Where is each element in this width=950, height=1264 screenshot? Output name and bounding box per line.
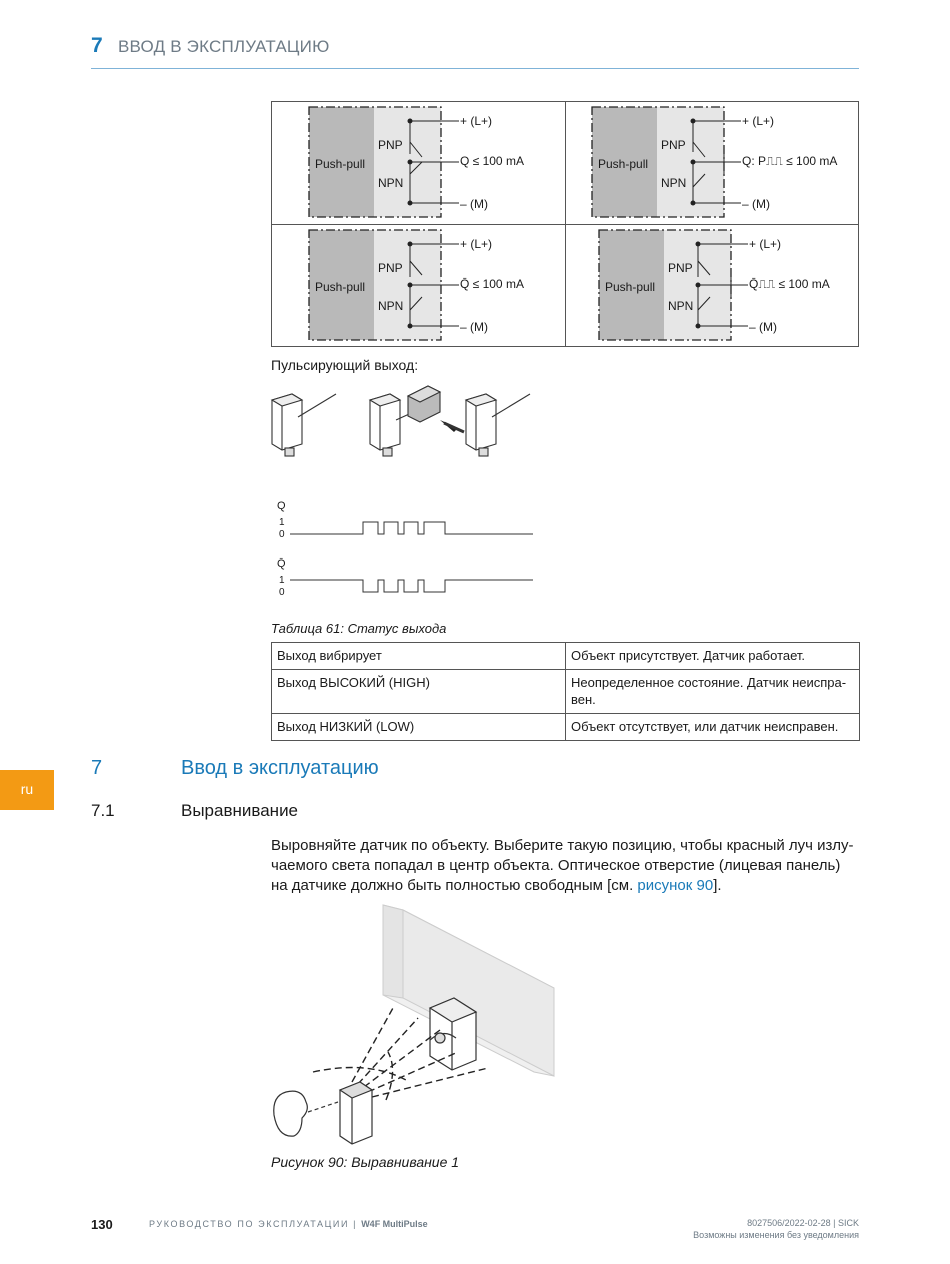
pnp-label: PNP: [668, 261, 693, 275]
status-table: [271, 642, 860, 741]
plus-label: + (L+): [742, 114, 775, 128]
target-box: [430, 998, 476, 1070]
status-cell: Выход вибрирует: [272, 643, 566, 670]
push-pull-label: Push-pull: [598, 157, 649, 171]
figure-caption: Рисунок 90: Выравнивание 1: [271, 1154, 460, 1170]
sensor-2: [370, 386, 440, 456]
sensor-3: [440, 394, 530, 456]
section-title: Ввод в эксплуатацию: [181, 757, 379, 779]
body-text-end: ].: [713, 877, 722, 894]
pnp-label: PNP: [378, 261, 403, 275]
section-number: 7: [91, 757, 103, 779]
language-tab[interactable]: ru: [0, 770, 54, 810]
timing-q-one: 1: [279, 517, 285, 528]
table-caption: Таблица 61: Статус выхода: [271, 621, 447, 636]
output-label: Q: P⎍⎍ ≤ 100 mA: [742, 154, 838, 168]
sensor-1: [272, 394, 336, 456]
minus-label: – (M): [749, 320, 777, 334]
sensor-device: [340, 1082, 372, 1144]
chapter-title: ВВОД В ЭКСПЛУАТАЦИЮ: [118, 37, 330, 56]
footer-brand: SICK: [837, 1218, 859, 1228]
figure-link[interactable]: рисунок 90: [637, 877, 714, 894]
status-cell: Выход ВЫСОКИЙ (HIGH): [272, 670, 566, 714]
footer-docnum: 8027506/2022-02-28: [747, 1218, 831, 1228]
table-row: [272, 643, 860, 670]
push-pull-label: Push-pull: [605, 280, 656, 294]
timing-qbar-label: Q̄: [277, 558, 286, 570]
timing-q-zero: 0: [279, 529, 285, 540]
circuit-qbar: [272, 225, 565, 347]
plus-label: + (L+): [749, 237, 782, 251]
operator-head: [274, 1091, 338, 1136]
body-text: Выровняйте датчик по объекту. Выберите такую позицию, чтобы красный луч излу-чаемого света попадал в центр объекта. Оптическое отверстие (лицевая панель) на датчике должно быть полностью свободным [см.: [271, 837, 854, 894]
chapter-number: 7: [91, 34, 103, 57]
npn-label: NPN: [661, 176, 687, 190]
meaning-cell: Объект присутствует. Датчик работает.: [566, 643, 860, 670]
footer-doc-title: РУКОВОДСТВО ПО ЭКСПЛУАТАЦИИ | W4F MultiPulse: [149, 1219, 428, 1229]
footer-notice: Возможны изменения без уведомления: [693, 1230, 859, 1240]
timing-waveforms: [290, 515, 535, 595]
meaning-cell: Неопределенное состояние. Датчик неиспра- вен.: [566, 670, 860, 714]
output-label: Q̄ ≤ 100 mA: [460, 277, 524, 291]
page-number: 130: [91, 1217, 113, 1232]
pulse-output-caption: Пульсирующий выход:: [271, 357, 419, 373]
sensor-illustration: [268, 382, 540, 462]
timing-qbar-one: 1: [279, 575, 285, 586]
meaning-cell: Объект отсутствует, или датчик неисправен.: [566, 714, 860, 741]
pnp-label: PNP: [661, 138, 686, 152]
table-row: [272, 714, 860, 741]
timing-q-label: Q: [277, 500, 286, 512]
plus-label: + (L+): [460, 114, 493, 128]
status-cell: Выход НИЗКИЙ (LOW): [272, 714, 566, 741]
npn-label: NPN: [378, 299, 404, 313]
output-label: Q ≤ 100 mA: [460, 154, 524, 168]
subsection-number: 7.1: [91, 801, 115, 820]
alignment-figure: [268, 900, 568, 1145]
push-pull-label: Push-pull: [315, 280, 366, 294]
minus-label: – (M): [742, 197, 770, 211]
circuit-diagram-grid: [271, 101, 859, 347]
circuit-q-pulse: [566, 102, 859, 224]
footer-doc-name: РУКОВОДСТВО ПО ЭКСПЛУАТАЦИИ: [149, 1219, 350, 1229]
npn-label: NPN: [378, 176, 404, 190]
body-paragraph: [271, 836, 859, 896]
minus-label: – (M): [460, 197, 488, 211]
plus-label: + (L+): [460, 237, 493, 251]
footer-doc-number: 8027506/2022-02-28 | SICK: [747, 1218, 859, 1228]
header-rule: [91, 68, 859, 69]
pnp-label: PNP: [378, 138, 403, 152]
timing-qbar-zero: 0: [279, 587, 285, 598]
subsection-title: Выравнивание: [181, 801, 299, 820]
push-pull-label: Push-pull: [315, 157, 366, 171]
npn-label: NPN: [668, 299, 694, 313]
circuit-qbar-pulse: [566, 225, 859, 347]
footer-product: W4F MultiPulse: [361, 1219, 428, 1229]
table-row: [272, 670, 860, 714]
minus-label: – (M): [460, 320, 488, 334]
circuit-q: [272, 102, 565, 224]
output-label: Q̄⎍⎍ ≤ 100 mA: [749, 277, 830, 291]
